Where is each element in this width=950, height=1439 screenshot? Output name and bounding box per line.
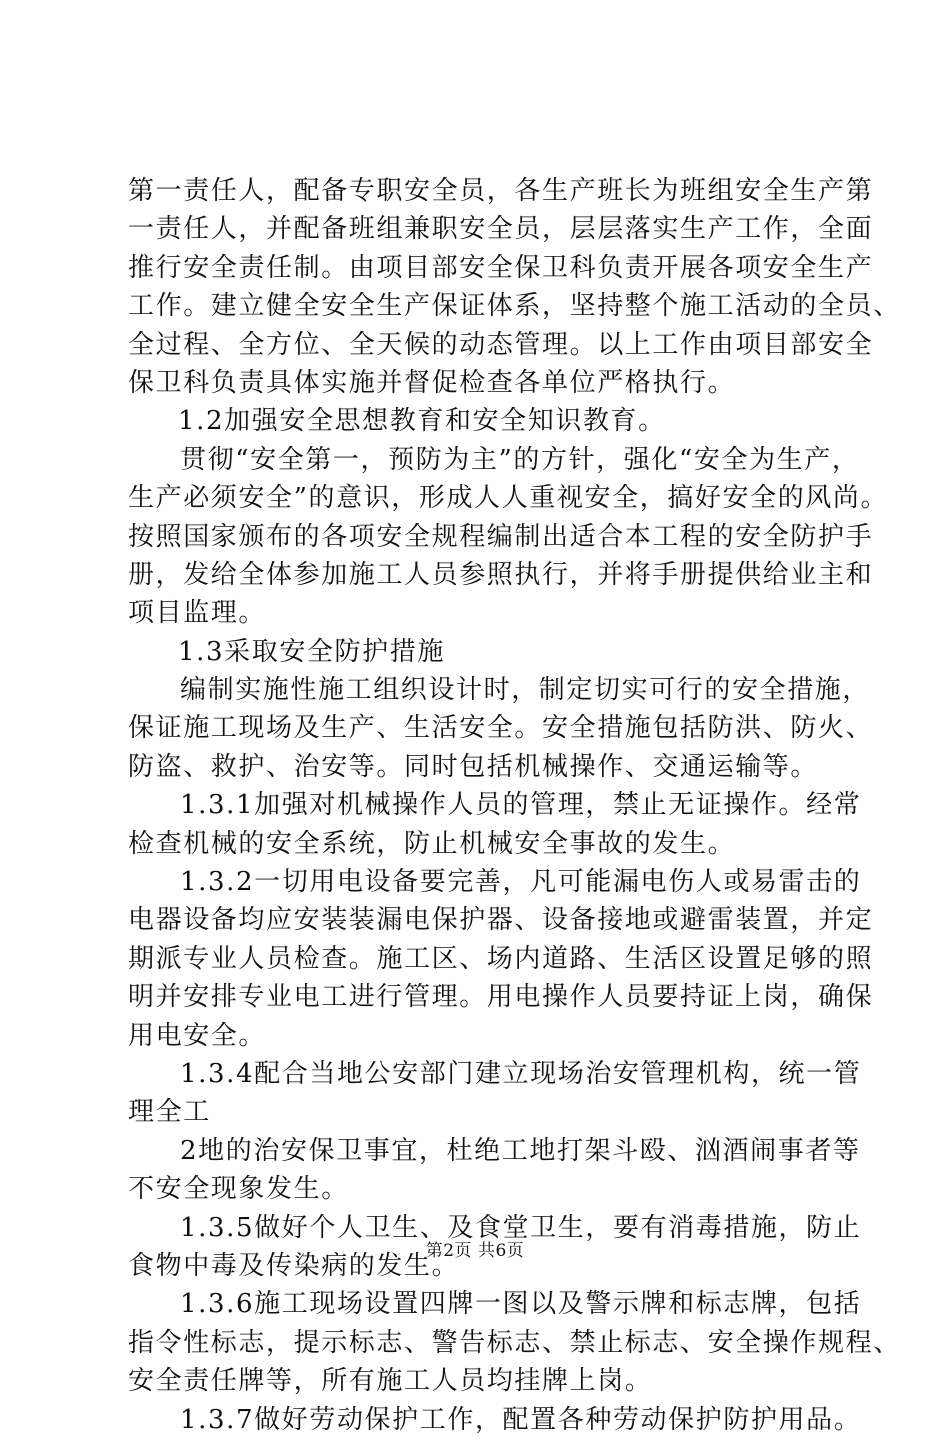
text-line: 项目监理。 bbox=[128, 598, 267, 629]
text-line: 1.3.2一切用电设备要完善，凡可能漏电伤人或易雷击的 bbox=[180, 867, 862, 898]
text-line: 明并安排专业电工进行管理。用电操作人员要持证上岗，确保 bbox=[128, 982, 874, 1013]
text-line: 不安全现象发生。 bbox=[128, 1174, 349, 1205]
text-line: 册，发给全体参加施工人员参照执行，并将手册提供给业主和 bbox=[128, 559, 874, 590]
section-heading: 1.2加强安全思想教育和安全知识教育。 bbox=[178, 406, 666, 437]
text-line: 指令性标志，提示标志、警告标志、禁止标志、安全操作规程、 bbox=[128, 1327, 901, 1358]
text-line: 用电安全。 bbox=[128, 1020, 267, 1051]
text-line: 一责任人，并配备班组兼职安全员，层层落实生产工作，全面 bbox=[128, 214, 874, 245]
text-line: 食物中毒及传染病的发生。 bbox=[128, 1250, 460, 1281]
text-line: 按照国家颁布的各项安全规程编制出适合本工程的安全防护手 bbox=[128, 521, 874, 552]
text-line: 保卫科负责具体实施并督促检查各单位严格执行。 bbox=[128, 367, 736, 398]
text-line: 期派专业人员检查。施工区、场内道路、生活区设置足够的照 bbox=[128, 943, 874, 974]
text-line: 保证施工现场及生产、生活安全。安全措施包括防洪、防火、 bbox=[128, 713, 874, 744]
text-line: 1.3.5做好个人卫生、及食堂卫生，要有消毒措施，防止 bbox=[180, 1212, 862, 1243]
text-line: 电器设备均应安装装漏电保护器、设备接地或避雷装置，并定 bbox=[128, 905, 874, 936]
text-line: 1.3.6施工现场设置四牌一图以及警示牌和标志牌，包括 bbox=[180, 1289, 862, 1320]
text-line: 防盗、救护、治安等。同时包括机械操作、交通运输等。 bbox=[128, 751, 819, 782]
section-heading: 1.3采取安全防护措施 bbox=[178, 636, 445, 667]
text-line: 1.3.4配合当地公安部门建立现场治安管理机构，统一管 bbox=[180, 1058, 862, 1089]
text-line: 1.3.7做好劳动保护工作，配置各种劳动保护防护用品。 bbox=[180, 1404, 862, 1435]
text-line: 工作。建立健全安全生产保证体系，坚持整个施工活动的全员、 bbox=[128, 291, 901, 322]
text-line: 编制实施性施工组织设计时，制定切实可行的安全措施， bbox=[180, 675, 871, 706]
text-line: 贯彻“安全第一，预防为主”的方针，强化“安全为生产， bbox=[180, 444, 860, 475]
text-line: 推行安全责任制。由项目部安全保卫科负责开展各项安全生产 bbox=[128, 252, 874, 283]
text-line: 理全工 bbox=[128, 1097, 211, 1128]
text-line: 2地的治安保卫事宜，杜绝工地打架斗殴、汹酒闹事者等 bbox=[180, 1135, 861, 1166]
text-line: 全过程、全方位、全天候的动态管理。以上工作由项目部安全 bbox=[128, 329, 874, 360]
text-line: 安全责任牌等，所有施工人员均挂牌上岗。 bbox=[128, 1366, 653, 1397]
text-line: 检查机械的安全系统，防止机械安全事故的发生。 bbox=[128, 828, 736, 859]
text-line: 第一责任人，配备专职安全员，各生产班长为班组安全生产第 bbox=[128, 176, 874, 206]
text-line: 生产必须安全”的意识，形成人人重视安全，搞好安全的风尚。 bbox=[128, 483, 889, 514]
text-line: 1.3.1加强对机械操作人员的管理，禁止无证操作。经常 bbox=[180, 790, 862, 821]
page-footer: 第2页 共6页 bbox=[425, 1241, 525, 1261]
